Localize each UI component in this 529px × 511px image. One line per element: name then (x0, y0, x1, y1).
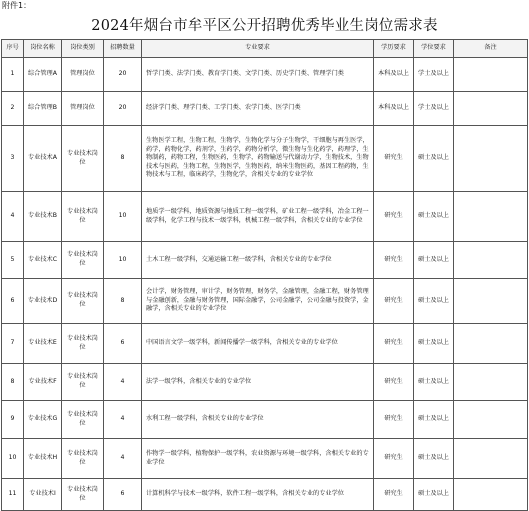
job-requirements-table (1, 39, 528, 511)
cell-education: 研究生 (374, 126, 414, 192)
cell-position-name: 专业技术H (24, 439, 62, 479)
cell-education: 研究生 (374, 439, 414, 479)
cell-note (454, 439, 528, 479)
cell-major: 会计学，财务管理，审计学，财务管理，财务学，金融管理，金融工程，财务管理与金融创新，金融与财务管理，国际金融学，公司金融学，公司金融与投资学，金融学，含相关专业的专业学位 (142, 279, 374, 324)
table-row (2, 364, 528, 401)
cell-position-name: 专业技术E (24, 324, 62, 364)
cell-note (454, 479, 528, 511)
cell-position-category: 专业技术岗位 (62, 439, 104, 479)
cell-recruit-count: 20 (104, 92, 142, 126)
cell-degree: 硕士及以上 (414, 364, 454, 401)
page-title: 2024年烟台市牟平区公开招聘优秀毕业生岗位需求表 (91, 18, 438, 34)
cell-no: 5 (2, 242, 24, 279)
cell-degree: 硕士及以上 (414, 439, 454, 479)
table-row (2, 58, 528, 92)
cell-major: 法学一级学科，含相关专业的专业学位 (142, 364, 374, 401)
cell-position-name: 专业技术B (24, 192, 62, 242)
cell-recruit-count: 8 (104, 126, 142, 192)
cell-major: 作物学一级学科，植物保护一级学科，农业资源与环境一级学科，含相关专业的专业学位 (142, 439, 374, 479)
cell-no: 9 (2, 401, 24, 439)
table-row (2, 92, 528, 126)
cell-position-category: 管理岗位 (62, 92, 104, 126)
cell-degree: 硕士及以上 (414, 192, 454, 242)
cell-note (454, 324, 528, 364)
cell-no: 3 (2, 126, 24, 192)
cell-note (454, 126, 528, 192)
table-row (2, 401, 528, 439)
cell-note (454, 364, 528, 401)
cell-education: 研究生 (374, 479, 414, 511)
cell-position-category: 专业技术岗位 (62, 192, 104, 242)
cell-position-name: 专业技术C (24, 242, 62, 279)
cell-no: 8 (2, 364, 24, 401)
cell-degree: 学士及以上 (414, 92, 454, 126)
cell-no: 4 (2, 192, 24, 242)
cell-position-category: 专业技术岗位 (62, 242, 104, 279)
cell-no: 2 (2, 92, 24, 126)
cell-degree: 学士及以上 (414, 58, 454, 92)
cell-major: 土木工程一级学科，交通运输工程一级学科，含相关专业的专业学位 (142, 242, 374, 279)
cell-major: 水利工程一级学科，含相关专业的专业学位 (142, 401, 374, 439)
cell-note (454, 242, 528, 279)
header-education: 学历要求 (374, 40, 414, 58)
header-degree: 学位要求 (414, 40, 454, 58)
cell-degree: 硕士及以上 (414, 279, 454, 324)
cell-note (454, 92, 528, 126)
cell-position-name: 专业技术G (24, 401, 62, 439)
cell-recruit-count: 10 (104, 242, 142, 279)
cell-no: 11 (2, 479, 24, 511)
header-major: 专业要求 (142, 40, 374, 58)
cell-major: 哲学门类、法学门类、教育学门类、文学门类、历史学门类、管理学门类 (142, 58, 374, 92)
cell-degree: 硕士及以上 (414, 126, 454, 192)
cell-recruit-count: 6 (104, 324, 142, 364)
table-row (2, 324, 528, 364)
table-row (2, 242, 528, 279)
cell-education: 本科及以上 (374, 92, 414, 126)
table-row (2, 479, 528, 511)
table-header-row (2, 40, 528, 58)
cell-position-category: 专业技术岗位 (62, 126, 104, 192)
cell-position-category: 专业技术岗位 (62, 279, 104, 324)
cell-education: 本科及以上 (374, 58, 414, 92)
header-recruit-count: 招聘数量 (104, 40, 142, 58)
cell-note (454, 279, 528, 324)
cell-note (454, 401, 528, 439)
header-note: 备注 (454, 40, 528, 58)
cell-education: 研究生 (374, 364, 414, 401)
cell-no: 10 (2, 439, 24, 479)
cell-major: 计算机科学与技术一级学科，软件工程一级学科，含相关专业的专业学位 (142, 479, 374, 511)
cell-major: 生物医学工程，生物工程，生物学，生物化学与分子生物学，干细胞与再生医学，药学，药物化学，药剂学，生药学，药物分析学，微生物与生化药学，药理学，生物制药，药物工程，生物医药，生物学，药物输送与代谢动力学，生物技术，生物技术与医药，生物工程，生物医学，生物医药，纳米生物医药，基因工程药物，生物技术与工程，临床药学，生物化学，含相关专业的专业学位 (142, 126, 374, 192)
cell-degree: 硕士及以上 (414, 401, 454, 439)
table-row (2, 439, 528, 479)
table-row (2, 279, 528, 324)
cell-note (454, 192, 528, 242)
cell-recruit-count: 4 (104, 401, 142, 439)
cell-degree: 硕士及以上 (414, 479, 454, 511)
cell-no: 7 (2, 324, 24, 364)
cell-education: 研究生 (374, 242, 414, 279)
header-position-category: 岗位类别 (62, 40, 104, 58)
cell-recruit-count: 8 (104, 279, 142, 324)
cell-position-category: 专业技术岗位 (62, 479, 104, 511)
cell-position-category: 管理岗位 (62, 58, 104, 92)
cell-degree: 硕士及以上 (414, 324, 454, 364)
cell-position-name: 专业技术A (24, 126, 62, 192)
header-position-name: 岗位名称 (24, 40, 62, 58)
cell-degree: 硕士及以上 (414, 242, 454, 279)
cell-position-category: 专业技术岗位 (62, 324, 104, 364)
cell-recruit-count: 4 (104, 439, 142, 479)
cell-major: 地质学一级学科，地质资源与地质工程一级学科，矿业工程一级学科，冶金工程一级学科，化学工程与技术一级学科，机械工程一级学科，含相关专业的专业学位 (142, 192, 374, 242)
cell-position-name: 综合管理B (24, 92, 62, 126)
cell-position-name: 专业技术F (24, 364, 62, 401)
cell-education: 研究生 (374, 324, 414, 364)
cell-position-name: 专业技术I (24, 479, 62, 511)
cell-no: 6 (2, 279, 24, 324)
header-no: 序号 (2, 40, 24, 58)
cell-position-category: 专业技术岗位 (62, 401, 104, 439)
cell-education: 研究生 (374, 401, 414, 439)
cell-major: 中国语言文学一级学科，新闻传播学一级学科，含相关专业的专业学位 (142, 324, 374, 364)
cell-recruit-count: 6 (104, 479, 142, 511)
cell-recruit-count: 20 (104, 58, 142, 92)
cell-note (454, 58, 528, 92)
table-row (2, 126, 528, 192)
cell-major: 经济学门类、理学门类、工学门类、农学门类、医学门类 (142, 92, 374, 126)
table-row (2, 192, 528, 242)
attachment-label: 附件1： (2, 1, 32, 10)
cell-education: 研究生 (374, 192, 414, 242)
cell-recruit-count: 4 (104, 364, 142, 401)
cell-position-name: 专业技术D (24, 279, 62, 324)
cell-position-category: 专业技术岗位 (62, 364, 104, 401)
cell-no: 1 (2, 58, 24, 92)
cell-position-name: 综合管理A (24, 58, 62, 92)
cell-recruit-count: 10 (104, 192, 142, 242)
cell-education: 研究生 (374, 279, 414, 324)
